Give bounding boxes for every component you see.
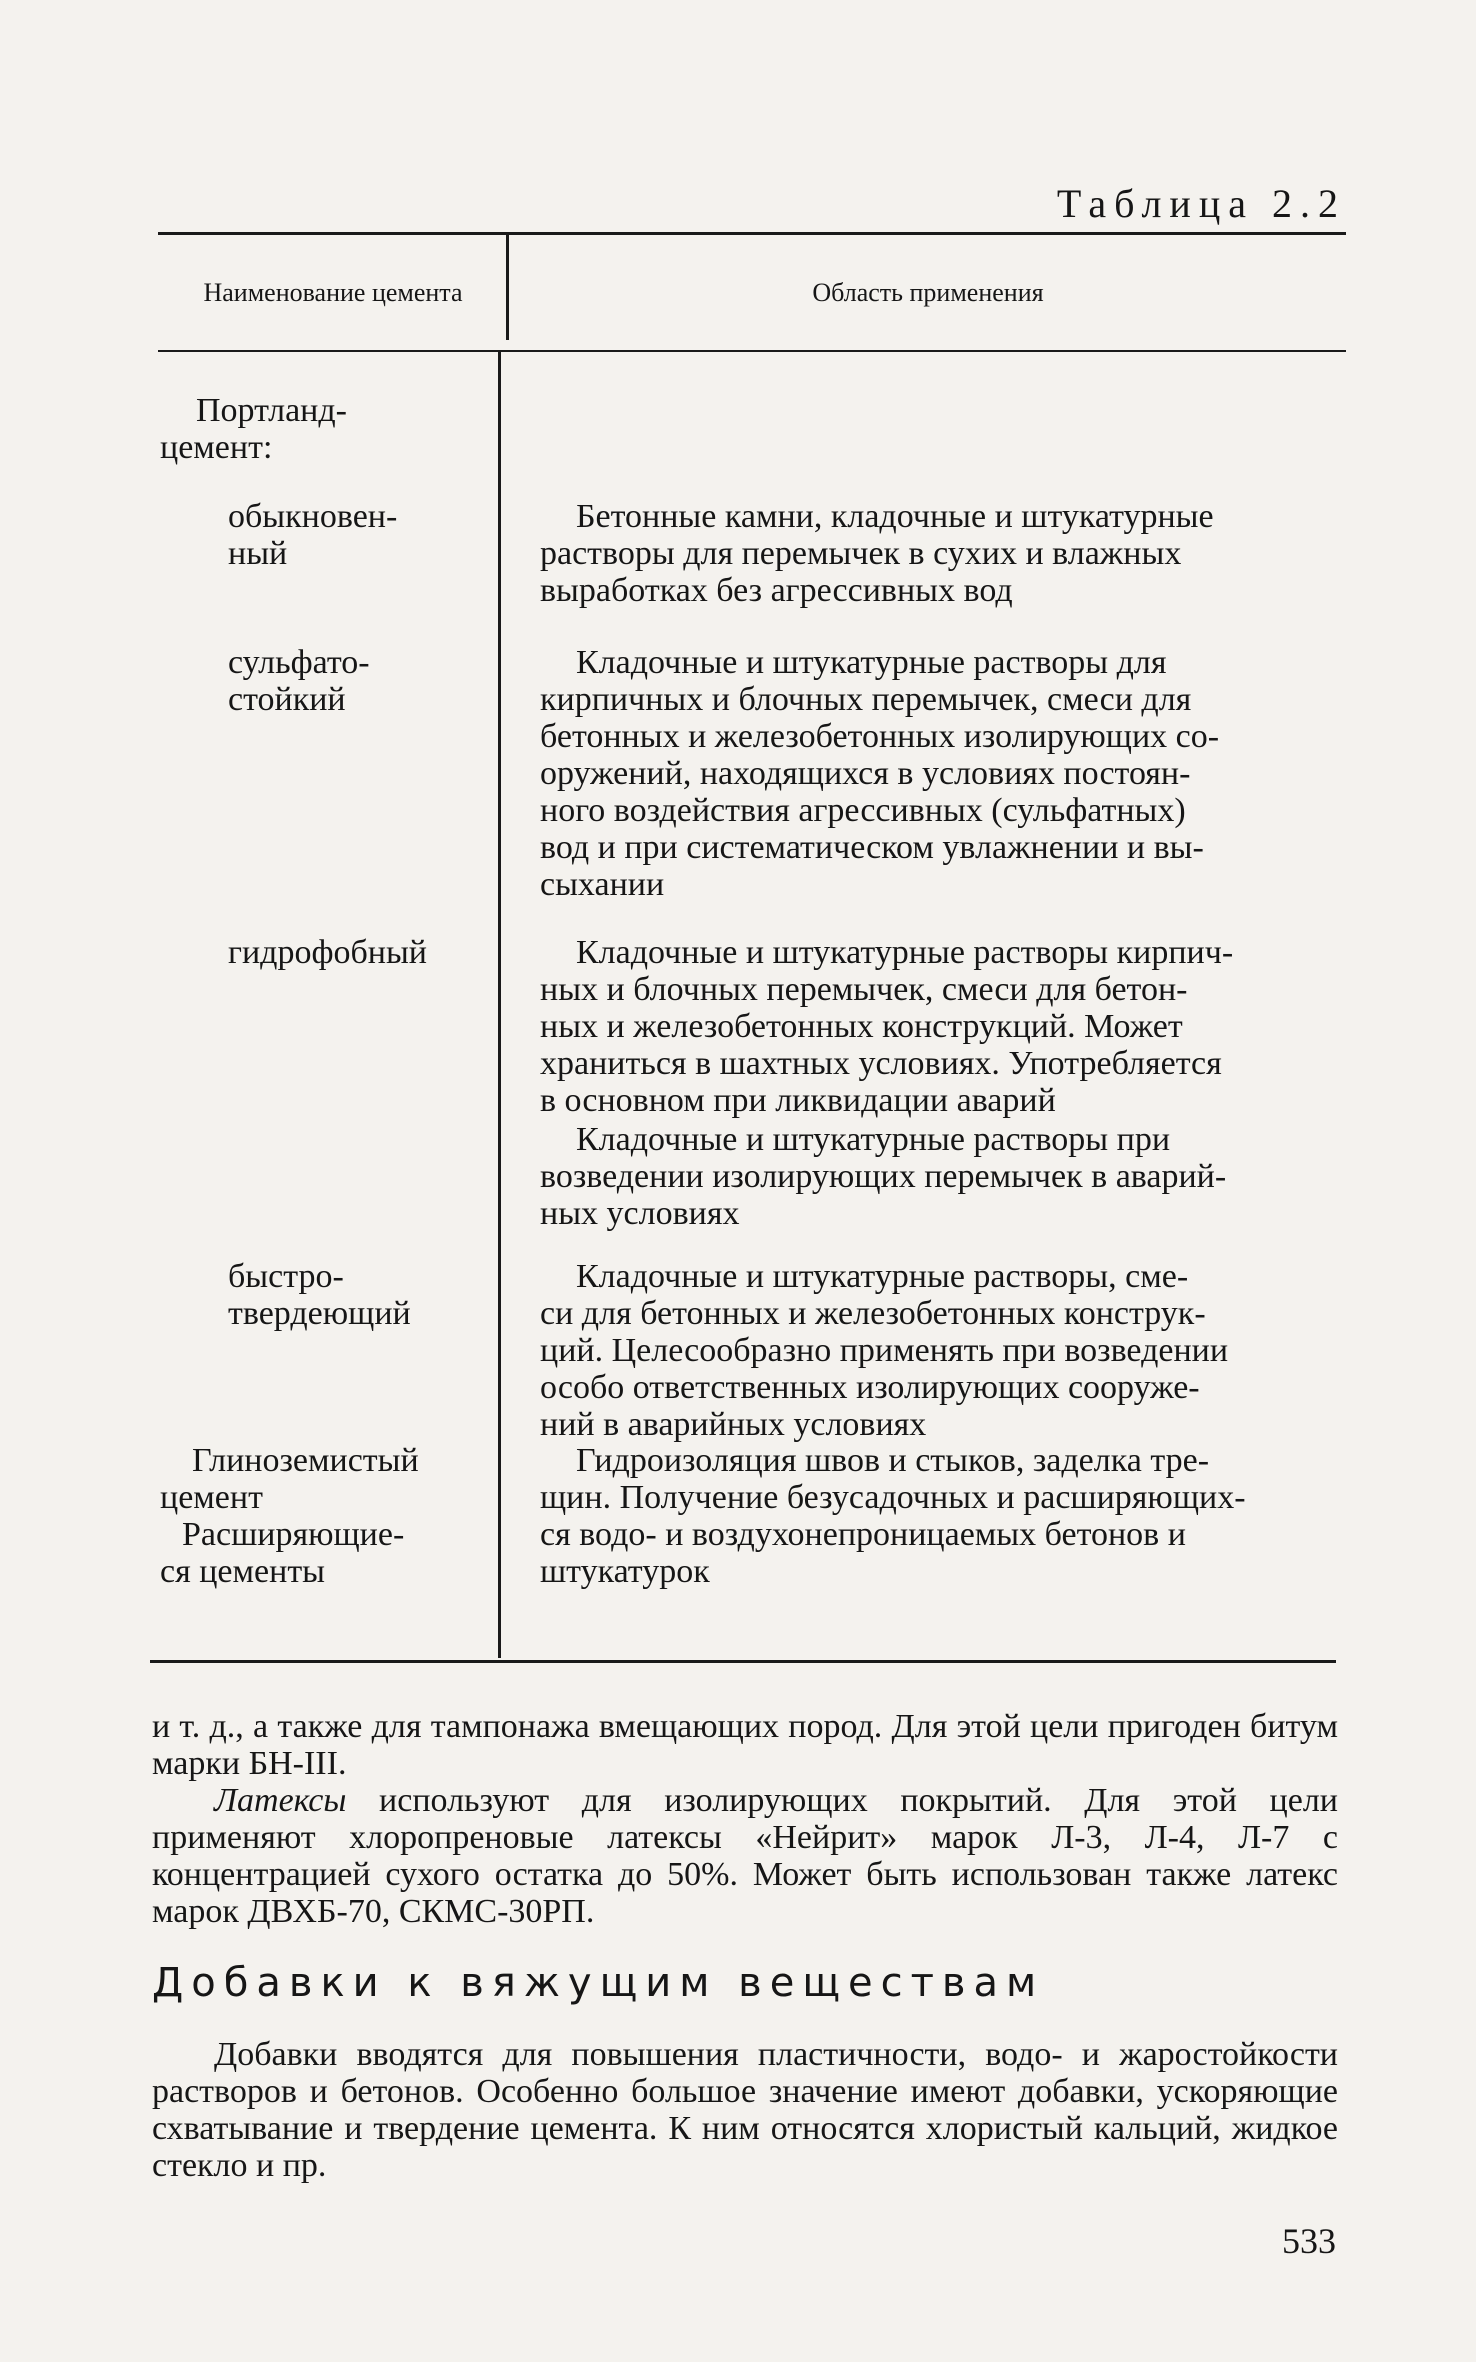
table-title: Таблица 2.2	[1056, 181, 1346, 226]
table-row-area-continued: Кладочные и штукатурные растворы при возведении изолирующих перемычек в аварий- ных условиях	[540, 1121, 1227, 1232]
table-bottom-rule	[150, 1660, 1336, 1663]
table-row-area: Бетонные камни, кладочные и штукатурные растворы для перемычек в сухих и влажных выработках без агрессивных вод	[540, 498, 1214, 609]
table-row-area: Кладочные и штукатурные растворы кирпич- ных и блочных перемычек, смеси для бетон- ных и железобетонных конструкций. Может храниться в шахтных условиях. Употребляется в основном при ликвидации аварий	[540, 934, 1234, 1119]
table-top-rule	[158, 232, 1346, 235]
table-header-rule	[158, 350, 1346, 352]
table-row-area: Гидроизоляция швов и стыков, заделка тре- щин. Получение безусадочных и расширяющих- ся водо- и воздухонепроницаемых бетонов и штукатурок	[540, 1442, 1246, 1590]
header-column-divider	[506, 234, 509, 340]
section-heading: Добавки к вяжущим веществам	[152, 1960, 1045, 2006]
page-number: 533	[1282, 2221, 1336, 2261]
table-row-name: быстро- твердеющий	[228, 1258, 411, 1332]
group-title: Портланд- цемент:	[160, 392, 347, 466]
table-row-area: Кладочные и штукатурные растворы для кирпичных и блочных перемычек, смеси для бетонных и железобетонных изолирующих со- оружений, находящихся в условиях постоян- ного воздействия агрессивных (сульфатных) вод и при систематическом увлажнении и вы- сыхании	[540, 644, 1220, 903]
table-row-name: гидрофобный	[228, 934, 428, 971]
header-application-area: Область применения	[812, 278, 1044, 307]
header-cement-name: Наименование цемента	[203, 278, 463, 307]
table-row-name: сульфато- стойкий	[228, 644, 370, 718]
paragraph-bitumen: и т. д., а также для тампонажа вмещающих пород. Для этой цели пригоден битум марки БН-III.	[152, 1708, 1338, 1782]
paragraph-latex: Латексы используют для изолирующих покрытий. Для этой цели применяют хлоропреновые латексы «Нейрит» марок Л-3, Л-4, Л-7 с концентрацией сухого остатка до 50%. Может быть использован также латекс марок ДВХБ-70, СКМС-30РП.	[152, 1782, 1338, 1930]
table-row-area: Кладочные и штукатурные растворы, сме- си для бетонных и железобетонных конструк- ций. Целесообразно применять при возведении особо ответственных изолирующих сооруже- ний в аварийных условиях	[540, 1258, 1229, 1443]
body-column-divider	[498, 352, 501, 1658]
paragraph-additives: Добавки вводятся для повышения пластичности, водо- и жаростойкости растворов и бетонов. Особенно большое значение имеют добавки, ускоряющие схватывание и твердение цемента. К ним относятся хлористый кальций, жидкое стекло и пр.	[152, 2036, 1338, 2184]
table-row-name: Глиноземистый цемент Расширяющие- ся цементы	[160, 1442, 419, 1590]
table-row-name: обыкновен- ный	[228, 498, 398, 572]
latex-term: Латексы	[214, 1782, 347, 1819]
